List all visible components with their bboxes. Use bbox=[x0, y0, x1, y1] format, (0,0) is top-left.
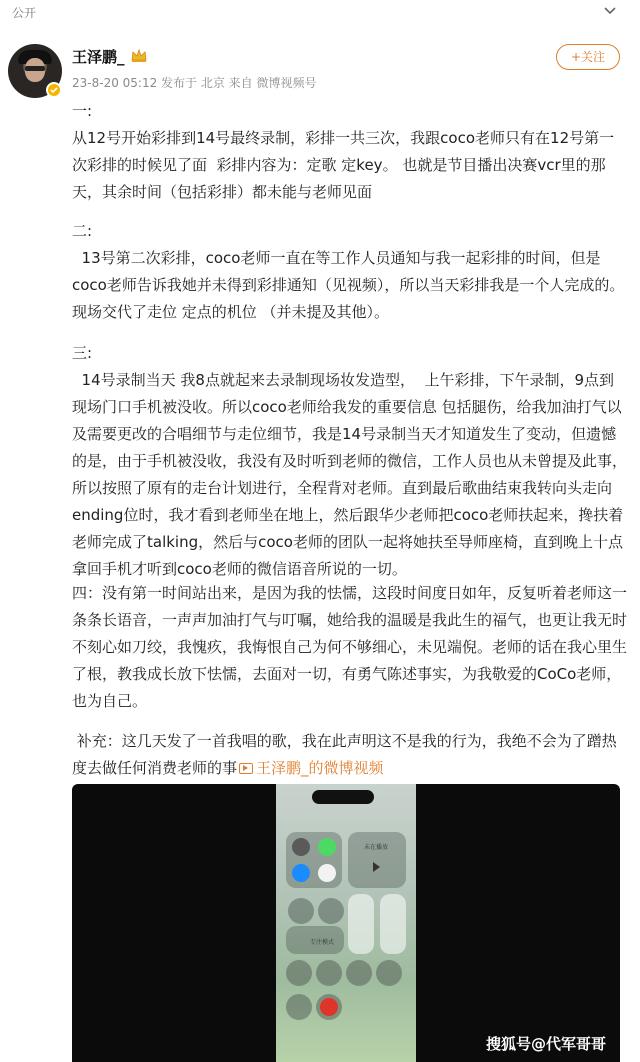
watermark: 搜狐号@代军哥哥 bbox=[485, 1035, 606, 1053]
crown-icon bbox=[130, 47, 148, 63]
timer-icon bbox=[316, 960, 342, 986]
dynamic-island bbox=[312, 790, 374, 804]
play-icon bbox=[373, 862, 380, 872]
screen-mirror-icon bbox=[318, 898, 344, 924]
video-link-icon bbox=[239, 763, 253, 774]
focus-label: 专注模式 bbox=[310, 939, 335, 946]
calculator-icon bbox=[346, 960, 372, 986]
record-icon bbox=[316, 994, 342, 1020]
rotation-lock-icon bbox=[288, 898, 314, 924]
post-paragraph-1: 一: 从12号开始彩排到14号最终录制，彩排一共三次，我跟coco老师只有在12号第一次彩排的时候见了面 彩排内容为：定歌 定key。 也就是节目播出决赛vcr里的那天，其余时间（包括彩排）都未能与老师见面 bbox=[72, 102, 615, 201]
post-paragraph-4: 四：没有第一时间站出来，是因为我的怯懦，这段时间度日如年，反复听着老师这一条条长语音，一声声加油打气与叮嘱，她给我的温暖是我此生的福气，也更让我无时不刻心如刀绞，我愧疚，我悔恨自己为何不够细心，未见端倪。老师的话在我心里生了根，教我成长放下怯懦，去面对一切，有勇气陈述事实，为我敬爱的CoCo老师，也为自己。 bbox=[72, 584, 628, 710]
post-paragraph-2: 二: 13号第二次彩排，coco老师一直在等工作人员通知与我一起彩排的时间，但是coco老师告诉我她并未得到彩排通知（见视频），所以当天彩排我是一个人完成的。 现场交代了走位 定点的机位 （并未提及其他）。 bbox=[72, 222, 625, 321]
flashlight-icon bbox=[286, 960, 312, 986]
post-paragraph-5 bbox=[72, 728, 628, 782]
top-bar bbox=[0, 0, 640, 24]
video-player[interactable] bbox=[72, 784, 620, 1062]
now-playing-label: 未在播放 bbox=[364, 844, 389, 851]
video-link[interactable]: 王泽鹏_的微博视频 bbox=[256, 759, 384, 777]
focus-tile bbox=[286, 926, 344, 954]
visibility-label: 公开 bbox=[12, 6, 37, 20]
follow-button[interactable]: +关注 bbox=[556, 44, 620, 70]
supplement-text: 补充：这几天发了一首我唱的歌，我在此声明这不是我的行为，我绝不会为了蹭热度去做任何消费老师的事 bbox=[72, 732, 617, 777]
scanner-icon bbox=[286, 994, 312, 1020]
phone-screen bbox=[276, 784, 416, 1062]
bluetooth-icon bbox=[318, 864, 336, 882]
brightness-slider bbox=[348, 894, 374, 954]
airplane-icon bbox=[292, 838, 310, 856]
post-meta: 23-8-20 05:12 发布于 北京 来自 微博视频号 bbox=[72, 76, 317, 90]
now-playing-tile bbox=[348, 832, 406, 888]
verified-badge-icon bbox=[46, 82, 62, 98]
cellular-icon bbox=[318, 838, 336, 856]
author-name[interactable]: 王泽鹏_ bbox=[72, 48, 125, 66]
post-paragraph-3: 三: 14号录制当天 我8点就起来去录制现场妆发造型， 上午彩排，下午录制，9点到现场门口手机被没收。所以coco老师给我发的重要信息 包括腿伤，给我加油打气以及需要更改的合唱细节与走位细节，我是14号录制当天才知道发生了变动，但遗憾的是，由于手机被没收，我没有及时听到老师的微信，工作人员也从未曾提及此事，所以按照了原有的走台计划进行，全程背对老师。直到最后歌曲结束我转向头走向ending位时，我才看到老师坐在地上，然后跟华少老师把coco老师扶起来，搀扶着老师完成了talking，然后与coco老师的团队一起将她扶至导师座椅，直到晚上十点拿回手机才听到coco老师的微信语音所说的一切。 bbox=[72, 344, 628, 578]
chevron-down-icon[interactable] bbox=[602, 2, 618, 18]
camera-icon bbox=[376, 960, 402, 986]
volume-slider bbox=[380, 894, 406, 954]
connectivity-tile bbox=[286, 832, 342, 888]
wifi-icon bbox=[292, 864, 310, 882]
